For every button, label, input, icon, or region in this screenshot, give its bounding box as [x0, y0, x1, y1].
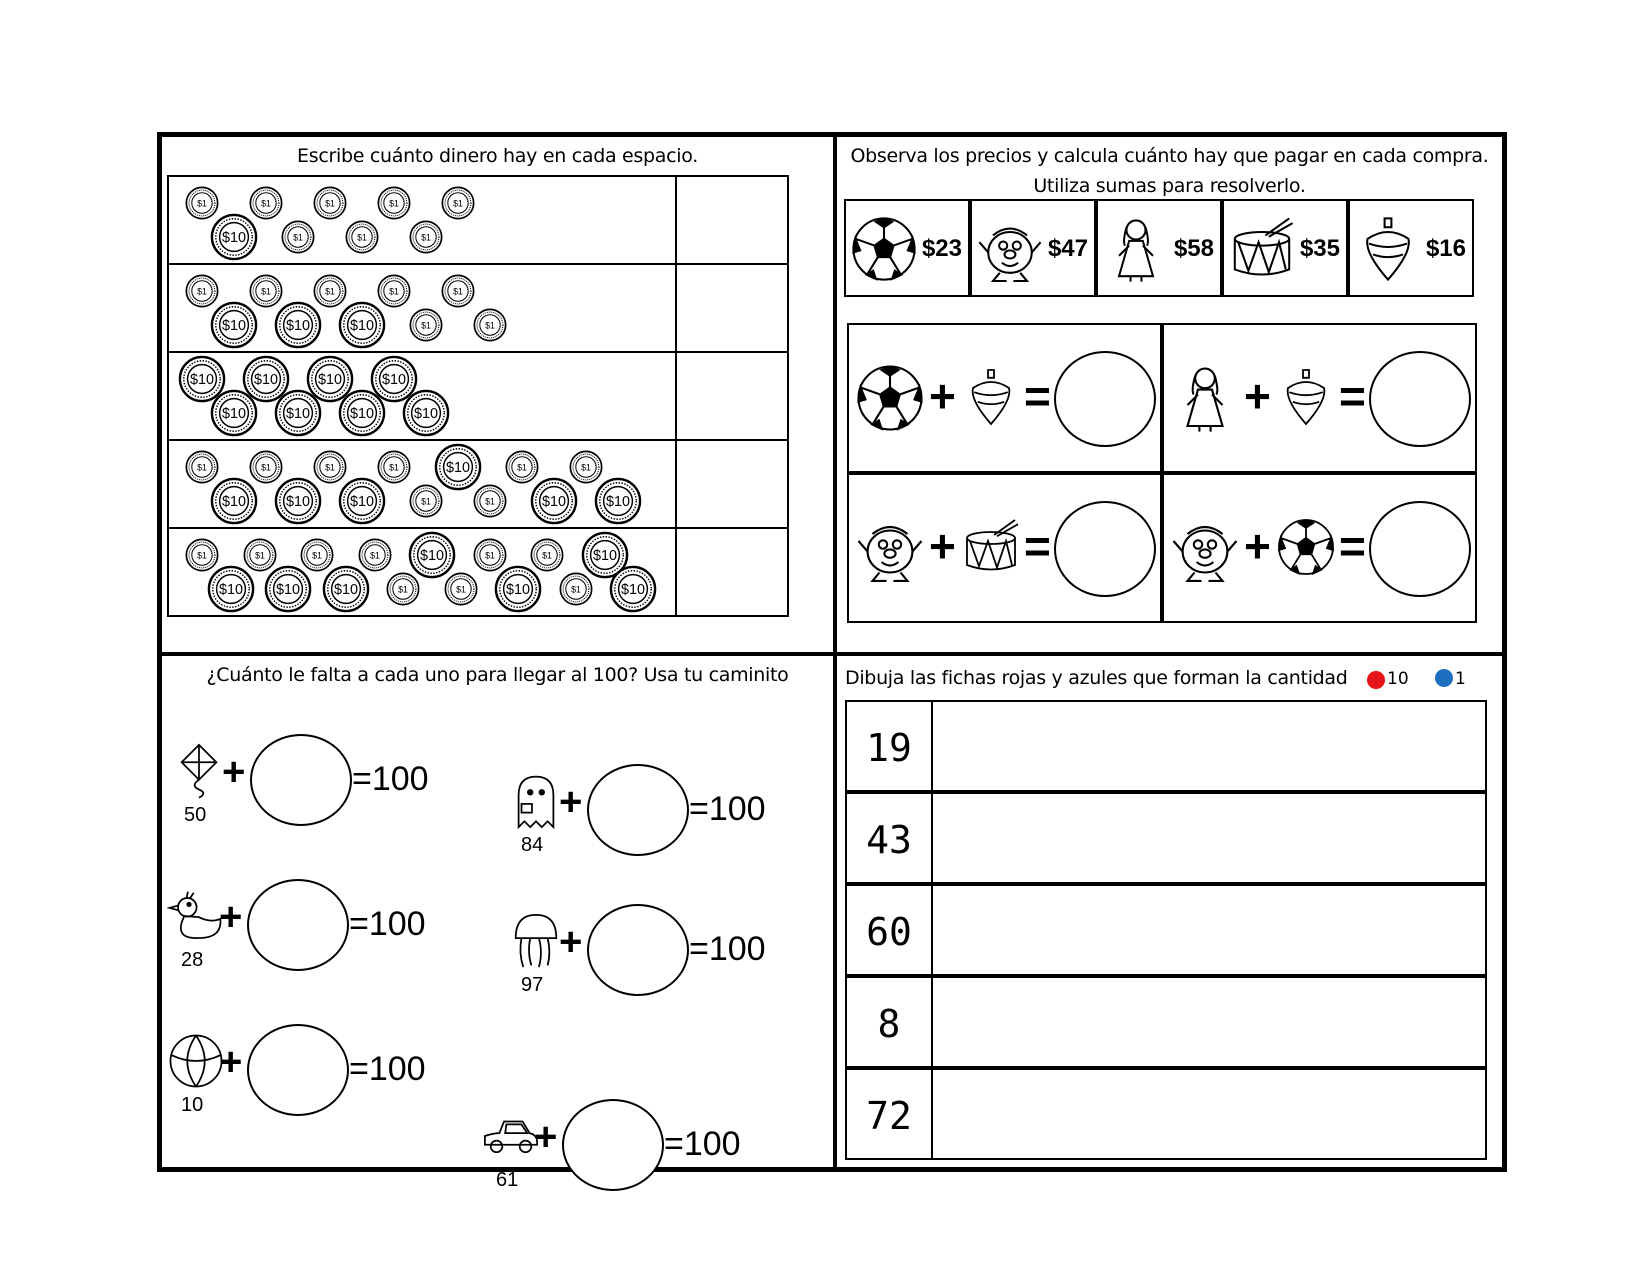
coin-label: $10 [189, 371, 215, 388]
coin-label: $1 [261, 462, 271, 473]
coin-label: $1 [484, 550, 495, 561]
coin-label: $1 [398, 584, 409, 595]
answer-oval[interactable] [1369, 351, 1471, 447]
answer-box[interactable] [675, 351, 789, 439]
jellyfish-icon [507, 912, 565, 970]
plus-sign: + [219, 895, 243, 939]
drawing-cell[interactable] [931, 884, 1487, 976]
answer-oval[interactable] [562, 1099, 664, 1191]
plus-sign: + [222, 750, 246, 794]
coin-label: $10 [285, 317, 311, 334]
to-100-item [507, 912, 827, 1022]
result-label: =100 [689, 930, 766, 968]
coin-label: $10 [276, 581, 301, 598]
answer-box[interactable] [675, 263, 789, 351]
coin-label: $1 [421, 232, 431, 243]
q2-title-line1: Observa los precios y calcula cuánto hay que pagar en cada compra. [850, 145, 1489, 167]
coin-label: $1 [293, 232, 303, 243]
start-number: 50 [184, 804, 207, 826]
coin-label: $10 [541, 493, 567, 510]
coin-label: $10 [218, 581, 243, 598]
chip-drawing-table [845, 700, 1497, 1165]
coin-label: $1 [453, 198, 463, 209]
coin-label: $10 [221, 493, 247, 510]
coin-one-icon [409, 308, 443, 346]
coin-label: $10 [413, 405, 439, 422]
potato-head-icon [1170, 513, 1240, 583]
coin-one-icon [249, 186, 283, 224]
plus-sign: + [534, 1115, 558, 1159]
purchase-equation [1162, 323, 1477, 473]
answer-oval[interactable] [1054, 501, 1156, 597]
coin-one-icon [358, 538, 392, 576]
quantity-cell: 19 [845, 700, 933, 792]
coin-label: $1 [254, 550, 265, 561]
q2-title-line2: Utiliza sumas para resolverlo. [1033, 175, 1306, 197]
coin-label: $10 [349, 405, 375, 422]
coin-label: $10 [221, 229, 247, 246]
q3-title: ¿Cuánto le falta a cada uno para llegar al 100? Usa tu caminito [206, 664, 789, 686]
coin-label: $10 [317, 371, 343, 388]
result-label: =100 [352, 760, 429, 798]
coin-one-icon [441, 274, 475, 312]
coin-label: $1 [325, 462, 335, 473]
price-label: $16 [1425, 235, 1466, 262]
drawing-cell[interactable] [931, 792, 1487, 884]
start-number: 61 [496, 1169, 519, 1191]
coin-label: $1 [517, 462, 527, 473]
to-100-item [482, 1107, 802, 1217]
coin-label: $1 [485, 320, 495, 331]
coin-label: $10 [333, 581, 358, 598]
to-100-item [167, 887, 487, 997]
coin-label: $1 [421, 320, 431, 331]
coin-label: $1 [453, 286, 463, 297]
quantity-cell: 60 [845, 884, 933, 976]
table-bottom-border [167, 615, 789, 617]
soccer-ball-icon [850, 215, 918, 283]
table-right-border [787, 175, 789, 615]
plus-sign: + [559, 920, 583, 964]
result-label: =100 [349, 1050, 426, 1088]
coin-label: $1 [197, 550, 207, 561]
price-list [844, 199, 1496, 307]
coin-one-icon [444, 572, 478, 610]
answer-oval[interactable] [587, 764, 689, 856]
coin-label: $1 [542, 550, 552, 561]
soccer-ball-icon [1276, 517, 1336, 577]
drawing-cell[interactable] [931, 1068, 1487, 1160]
q4-title: Dibuja las fichas rojas y azules que forman la cantidad [845, 667, 1348, 689]
coin-label: $10 [221, 405, 247, 422]
coin-label: $10 [592, 547, 617, 564]
duck-icon [167, 887, 225, 945]
price-item [1222, 199, 1348, 297]
drawing-cell[interactable] [931, 976, 1487, 1068]
coin-one-icon [409, 220, 443, 258]
quantity-cell: 43 [845, 792, 933, 884]
coin-one-icon [441, 186, 475, 224]
quantity-cell: 72 [845, 1068, 933, 1160]
potato-head-icon [976, 215, 1044, 283]
equals-sign: = [1339, 370, 1366, 422]
start-number: 28 [181, 949, 204, 971]
equals-sign: = [1024, 520, 1051, 572]
answer-oval[interactable] [1054, 351, 1156, 447]
coin-one-icon [377, 186, 411, 224]
coin-ten-icon [402, 389, 450, 441]
drum-icon [1228, 215, 1296, 283]
quantity-cell: 8 [845, 976, 933, 1068]
plus-sign: + [1244, 370, 1271, 422]
answer-oval[interactable] [247, 1024, 349, 1116]
coin-one-icon [473, 484, 507, 522]
drawing-cell[interactable] [931, 700, 1487, 792]
worksheet [157, 132, 1507, 1191]
plus-sign: + [559, 780, 583, 824]
coin-one-icon [281, 220, 315, 258]
coin-label: $10 [253, 371, 279, 388]
coin-label: $10 [419, 547, 445, 564]
blue-chip-icon [1435, 669, 1453, 687]
q4-header [845, 667, 1495, 697]
coin-label: $10 [285, 405, 311, 422]
coin-label: $1 [197, 198, 207, 209]
coin-label: $10 [349, 493, 375, 510]
purchase-equation [1162, 473, 1477, 623]
coin-label: $10 [621, 581, 646, 598]
coin-label: $10 [605, 493, 631, 510]
coin-label: $1 [197, 286, 207, 297]
kite-icon [170, 742, 228, 800]
coin-label: $1 [570, 584, 581, 595]
horizontal-divider [162, 652, 1502, 656]
coin-label: $1 [325, 198, 335, 209]
answer-oval[interactable] [250, 734, 352, 826]
spinning-top-icon [961, 367, 1021, 427]
coin-table [167, 175, 827, 645]
coin-one-icon [377, 274, 411, 312]
q1-title: Escribe cuánto dinero hay en cada espacio. [297, 145, 698, 167]
price-label: $23 [921, 235, 962, 262]
answer-box[interactable] [675, 439, 789, 527]
coin-label: $1 [197, 462, 207, 473]
result-label: =100 [349, 905, 426, 943]
to-100-item [167, 1032, 487, 1142]
coin-label: $10 [445, 459, 471, 476]
coin-label: $1 [357, 232, 367, 243]
price-label: $47 [1047, 235, 1088, 262]
result-label: =100 [664, 1125, 741, 1163]
coin-label: $1 [369, 550, 380, 561]
plus-sign: + [929, 520, 956, 572]
coin-one-icon [473, 308, 507, 346]
coin-label: $10 [506, 581, 531, 598]
coin-label: $10 [221, 317, 247, 334]
price-label: $58 [1173, 235, 1214, 262]
answer-box[interactable] [675, 527, 789, 615]
equals-sign: = [1024, 370, 1051, 422]
spinning-top-icon [1354, 215, 1422, 283]
answer-oval[interactable] [587, 904, 689, 996]
purchase-equation [847, 323, 1162, 473]
red-chip-icon [1367, 671, 1385, 689]
blue-chip-value: 1 [1455, 669, 1466, 689]
coin-one-icon [530, 538, 564, 576]
red-chip-value: 10 [1387, 669, 1409, 689]
coin-one-icon [377, 450, 411, 488]
coin-label: $1 [455, 584, 466, 595]
ghost-icon [507, 772, 565, 830]
price-item [970, 199, 1096, 297]
drum-icon [961, 517, 1021, 577]
answer-oval[interactable] [247, 879, 349, 971]
coin-one-icon [313, 186, 347, 224]
potato-head-icon [855, 513, 925, 583]
answer-box[interactable] [675, 175, 789, 263]
price-item [1348, 199, 1474, 297]
result-label: =100 [689, 790, 766, 828]
answer-oval[interactable] [1369, 501, 1471, 597]
doll-icon [1170, 363, 1240, 433]
coin-ten-icon [609, 565, 657, 617]
coin-label: $1 [312, 550, 322, 561]
coin-label: $1 [325, 286, 335, 297]
price-item [844, 199, 970, 297]
start-number: 97 [521, 974, 544, 996]
coin-label: $1 [389, 198, 399, 209]
equals-sign: = [1339, 520, 1366, 572]
coin-one-icon [345, 220, 379, 258]
coin-label: $1 [389, 462, 399, 473]
coin-label: $1 [421, 496, 431, 507]
complete-to-100 [162, 697, 833, 1191]
coin-label: $1 [389, 286, 399, 297]
coin-label: $10 [349, 317, 375, 334]
coin-label: $1 [261, 198, 271, 209]
plus-sign: + [929, 370, 956, 422]
car-icon [482, 1107, 540, 1165]
coin-label: $1 [261, 286, 271, 297]
coin-label: $10 [381, 371, 407, 388]
spinning-top-icon [1276, 367, 1336, 427]
soccer-ball-icon [855, 363, 925, 433]
beach-ball-icon [167, 1032, 225, 1090]
purchase-equation [847, 473, 1162, 623]
coin-ten-icon [594, 477, 642, 529]
coin-label: $1 [581, 462, 591, 473]
purchase-equations [847, 323, 1493, 635]
to-100-item [170, 742, 490, 852]
to-100-item [507, 772, 827, 882]
start-number: 10 [181, 1094, 204, 1116]
price-item [1096, 199, 1222, 297]
start-number: 84 [521, 834, 544, 856]
plus-sign: + [1244, 520, 1271, 572]
doll-icon [1102, 215, 1170, 283]
coin-label: $1 [485, 496, 495, 507]
coin-label: $10 [285, 493, 311, 510]
price-label: $35 [1299, 235, 1340, 262]
plus-sign: + [219, 1040, 243, 1084]
